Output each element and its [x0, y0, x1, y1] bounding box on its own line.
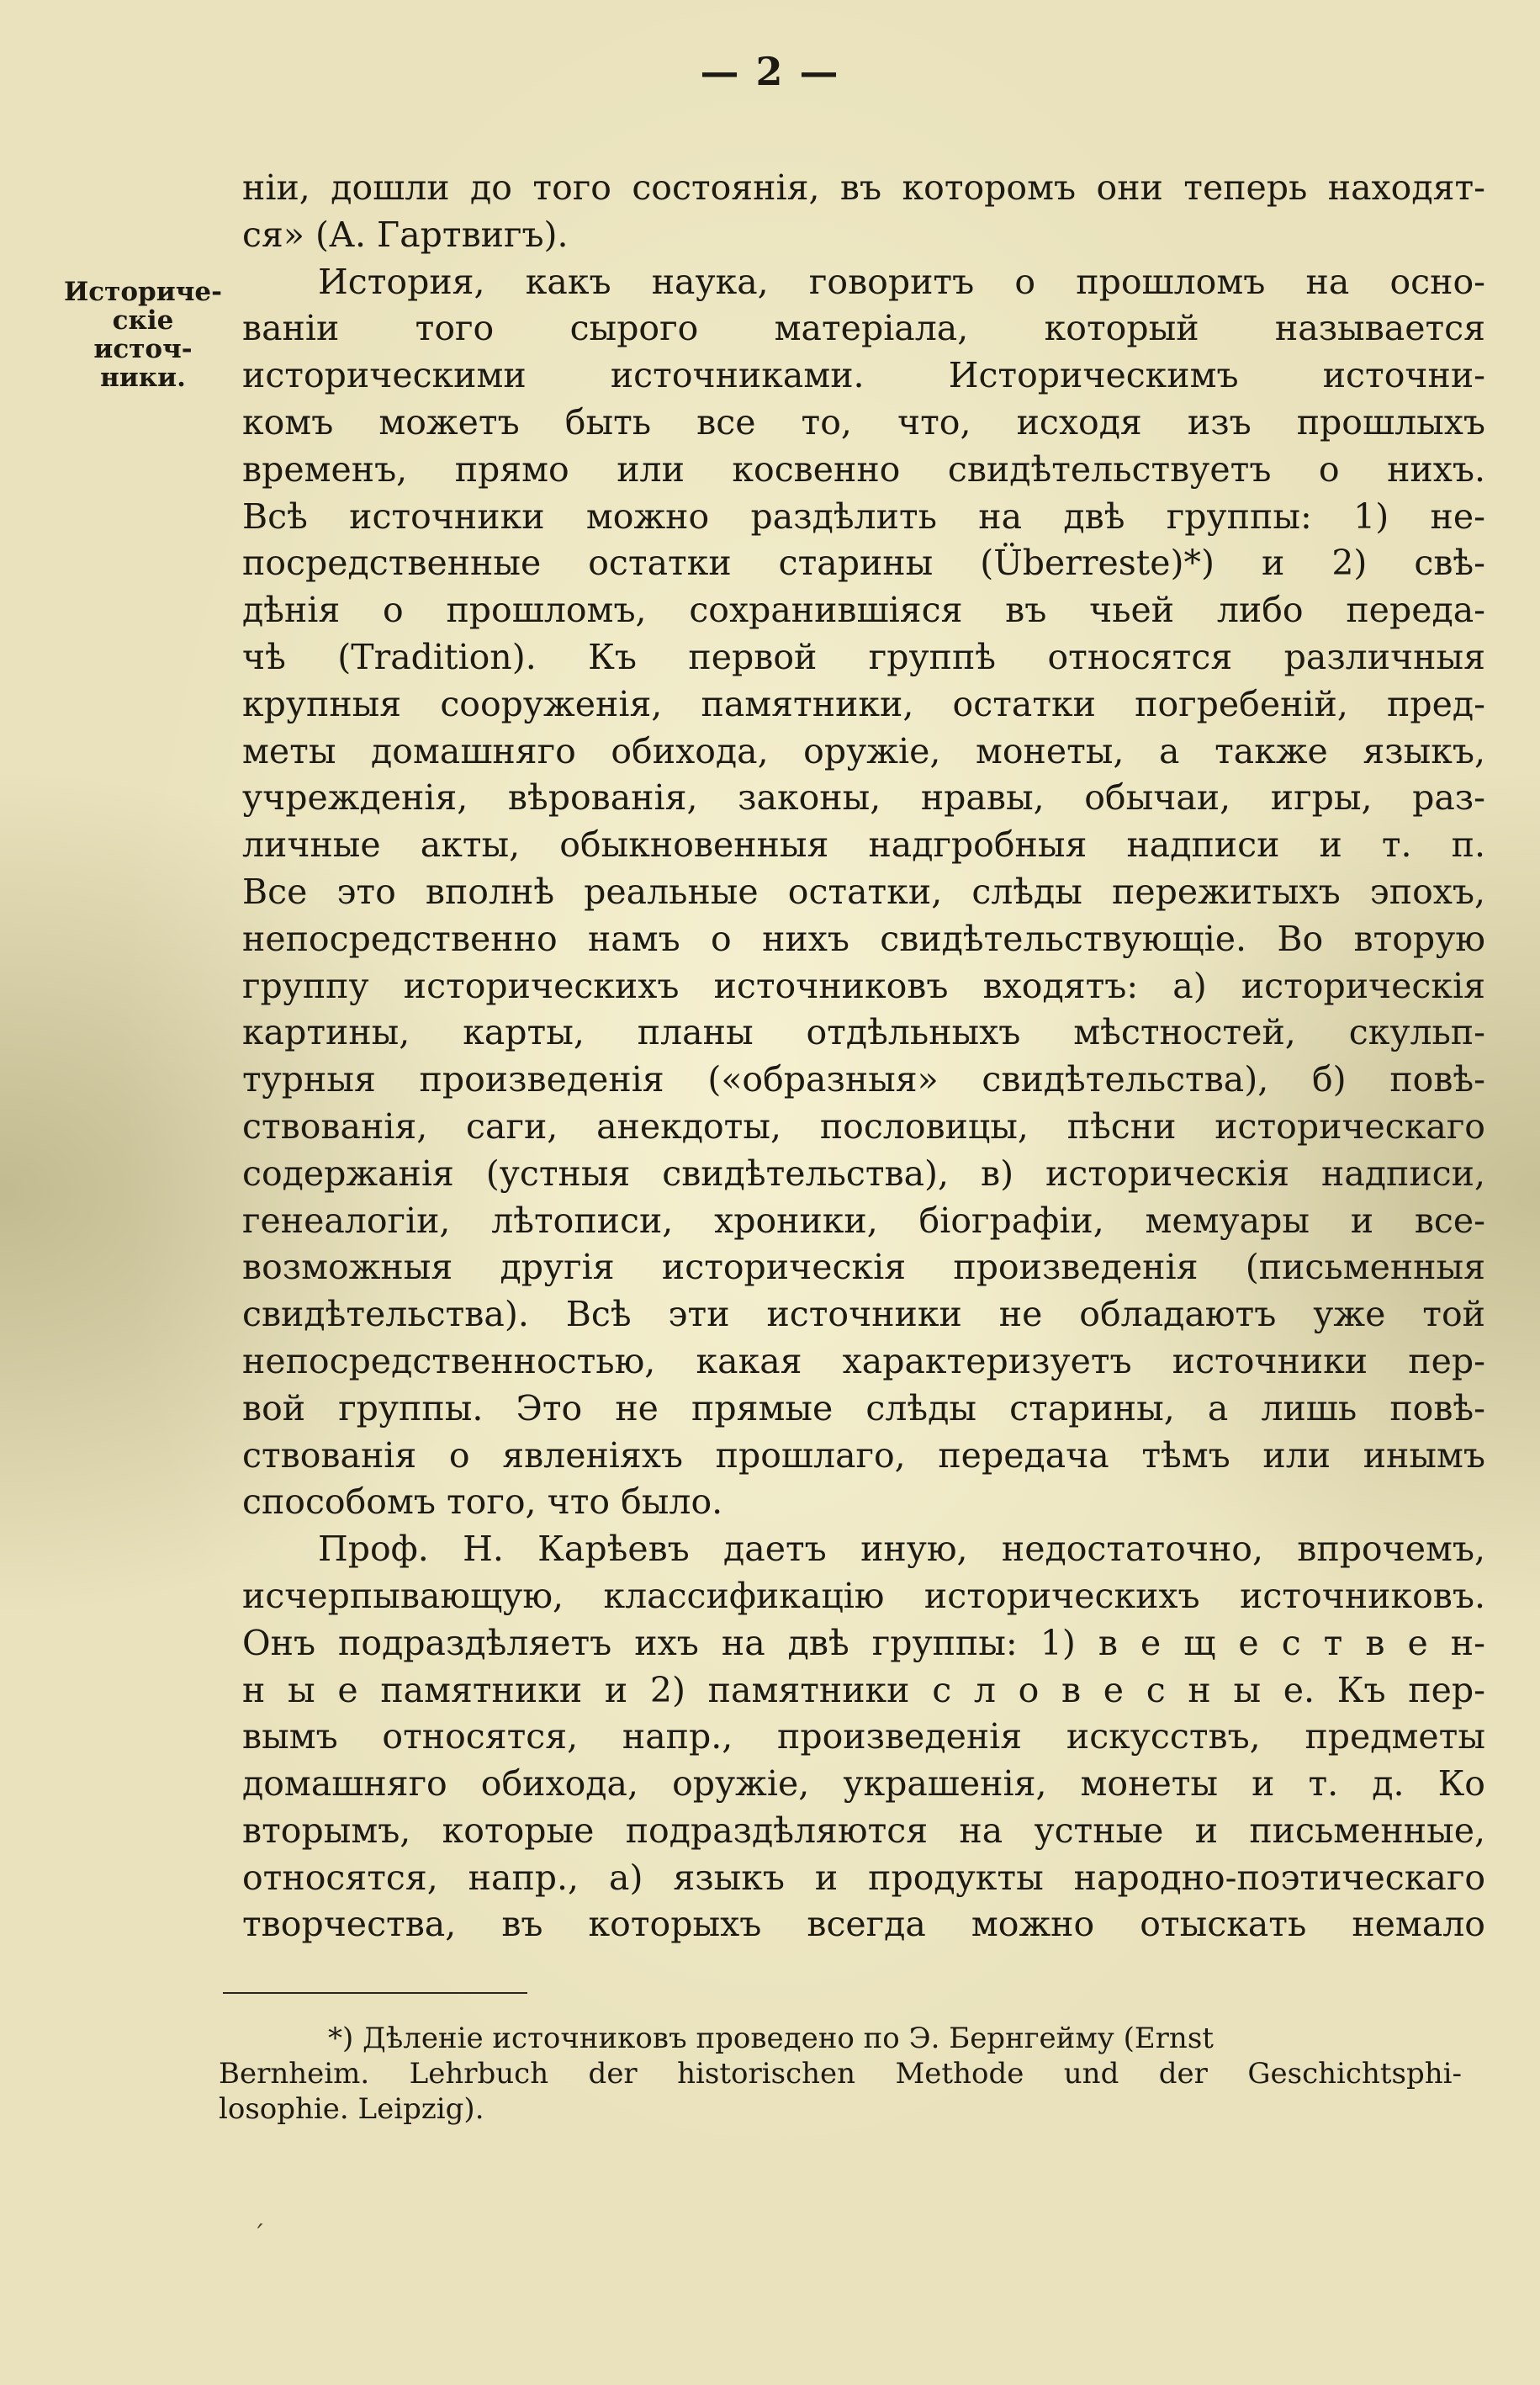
text-line: ствованія, саги, анекдоты, пословицы, пѣсни историческаго: [242, 1105, 1485, 1147]
text-line: свидѣтельства). Всѣ эти источники не обладаютъ уже той: [242, 1294, 1485, 1335]
text-line: ніи, дошли до того состоянія, въ которомъ они теперь находят-: [242, 167, 1485, 208]
margin-note: [59, 278, 227, 392]
text-line: творчества, въ которыхъ всегда можно отыскать немало: [242, 1904, 1485, 1945]
text-line: н ы е памятники и 2) памятники с л о в е с н ы е. Къ пер-: [242, 1669, 1485, 1710]
footnote-divider: [223, 1992, 527, 1994]
text-line: историческими источниками. Историческимъ источни-: [242, 355, 1485, 396]
text-line: личные акты, обыкновенныя надгробныя надписи и т. п.: [242, 824, 1485, 866]
text-line: турныя произведенія («образныя» свидѣтельства), б) повѣ-: [242, 1059, 1485, 1100]
text-line: учрежденія, вѣрованія, законы, нравы, обычаи, игры, раз-: [242, 777, 1485, 819]
text-line: Всѣ источники можно раздѣлить на двѣ группы: 1) не-: [242, 496, 1485, 537]
text-line: Онъ подраздѣляетъ ихъ на двѣ группы: 1) в е щ е с т в е н-: [242, 1622, 1485, 1663]
text-line: содержанія (устныя свидѣтельства), в) историческія надписи,: [242, 1153, 1485, 1194]
text-line: дѣнія о прошломъ, сохранившіяся въ чьей либо переда-: [242, 590, 1485, 631]
text-line: вой группы. Это не прямые слѣды старины, а лишь повѣ-: [242, 1387, 1485, 1428]
text-line: Все это вполнѣ реальные остатки, слѣды пережитыхъ эпохъ,: [242, 871, 1485, 912]
page-number: — 2 —: [700, 49, 840, 94]
text-line: способомъ того, что было.: [242, 1481, 723, 1523]
text-line: Проф. Н. Карѣевъ даетъ иную, недостаточно, впрочемъ,: [318, 1529, 1485, 1570]
text-line: вторымъ, которые подраздѣляются на устные и письменные,: [242, 1810, 1485, 1851]
text-line: непосредственностью, какая характеризуетъ источники пер-: [242, 1340, 1485, 1381]
text-line: крупныя сооруженія, памятники, остатки погребеній, пред-: [242, 683, 1485, 724]
text-line: генеалогіи, лѣтописи, хроники, біографіи, мемуары и все-: [242, 1200, 1485, 1241]
footnote-line: losophie. Leipzig).: [219, 2092, 484, 2126]
stray-mark: ´: [252, 2221, 265, 2250]
body-text: [242, 165, 1485, 1948]
text-line: картины, карты, планы отдѣльныхъ мѣстностей, скульп-: [242, 1012, 1485, 1053]
text-line: относятся, напр., а) языкъ и продукты народно-поэтическаго: [242, 1857, 1485, 1898]
text-line: чѣ (Tradition). Къ первой группѣ относятся различныя: [242, 636, 1485, 677]
text-line: вымъ относятся, напр., произведенія искусствъ, предметы: [242, 1716, 1485, 1757]
text-line: домашняго обихода, оружіе, украшенія, монеты и т. д. Ко: [242, 1763, 1485, 1805]
text-line: ваніи того сырого матеріала, который называется: [242, 308, 1485, 349]
margin-note-text: Историче- скіе источ- ники.: [64, 277, 222, 393]
text-line: комъ можетъ быть все то, что, исходя изъ прошлыхъ: [242, 401, 1485, 443]
text-line: непосредственно намъ о нихъ свидѣтельствующіе. Во вторую: [242, 918, 1485, 959]
text-line: ся» (А. Гартвигъ).: [242, 214, 569, 255]
text-line: исчерпывающую, классификацію историческихъ источниковъ.: [242, 1575, 1485, 1616]
footnote-line: *) Дѣленіе источниковъ проведено по Э. Бернгейму (Ernst: [328, 2022, 1214, 2055]
text-line: возможныя другія историческія произведенія (письменныя: [242, 1247, 1485, 1288]
text-line: посредственные остатки старины (Überreste)*) и 2) свѣ-: [242, 543, 1485, 584]
text-line: временъ, прямо или косвенно свидѣтельствуетъ о нихъ.: [242, 448, 1485, 490]
text-line: История, какъ наука, говоритъ о прошломъ на осно-: [318, 261, 1485, 302]
text-line: меты домашняго обихода, оружіе, монеты, а также языкъ,: [242, 730, 1485, 771]
footnote: [219, 2021, 1462, 2127]
footnote-line: Bernheim. Lehrbuch der historischen Methode und der Geschichtsphi-: [219, 2057, 1462, 2091]
text-line: группу историческихъ источниковъ входятъ: а) историческія: [242, 965, 1485, 1006]
text-line: ствованія о явленіяхъ прошлаго, передача тѣмъ или инымъ: [242, 1434, 1485, 1476]
